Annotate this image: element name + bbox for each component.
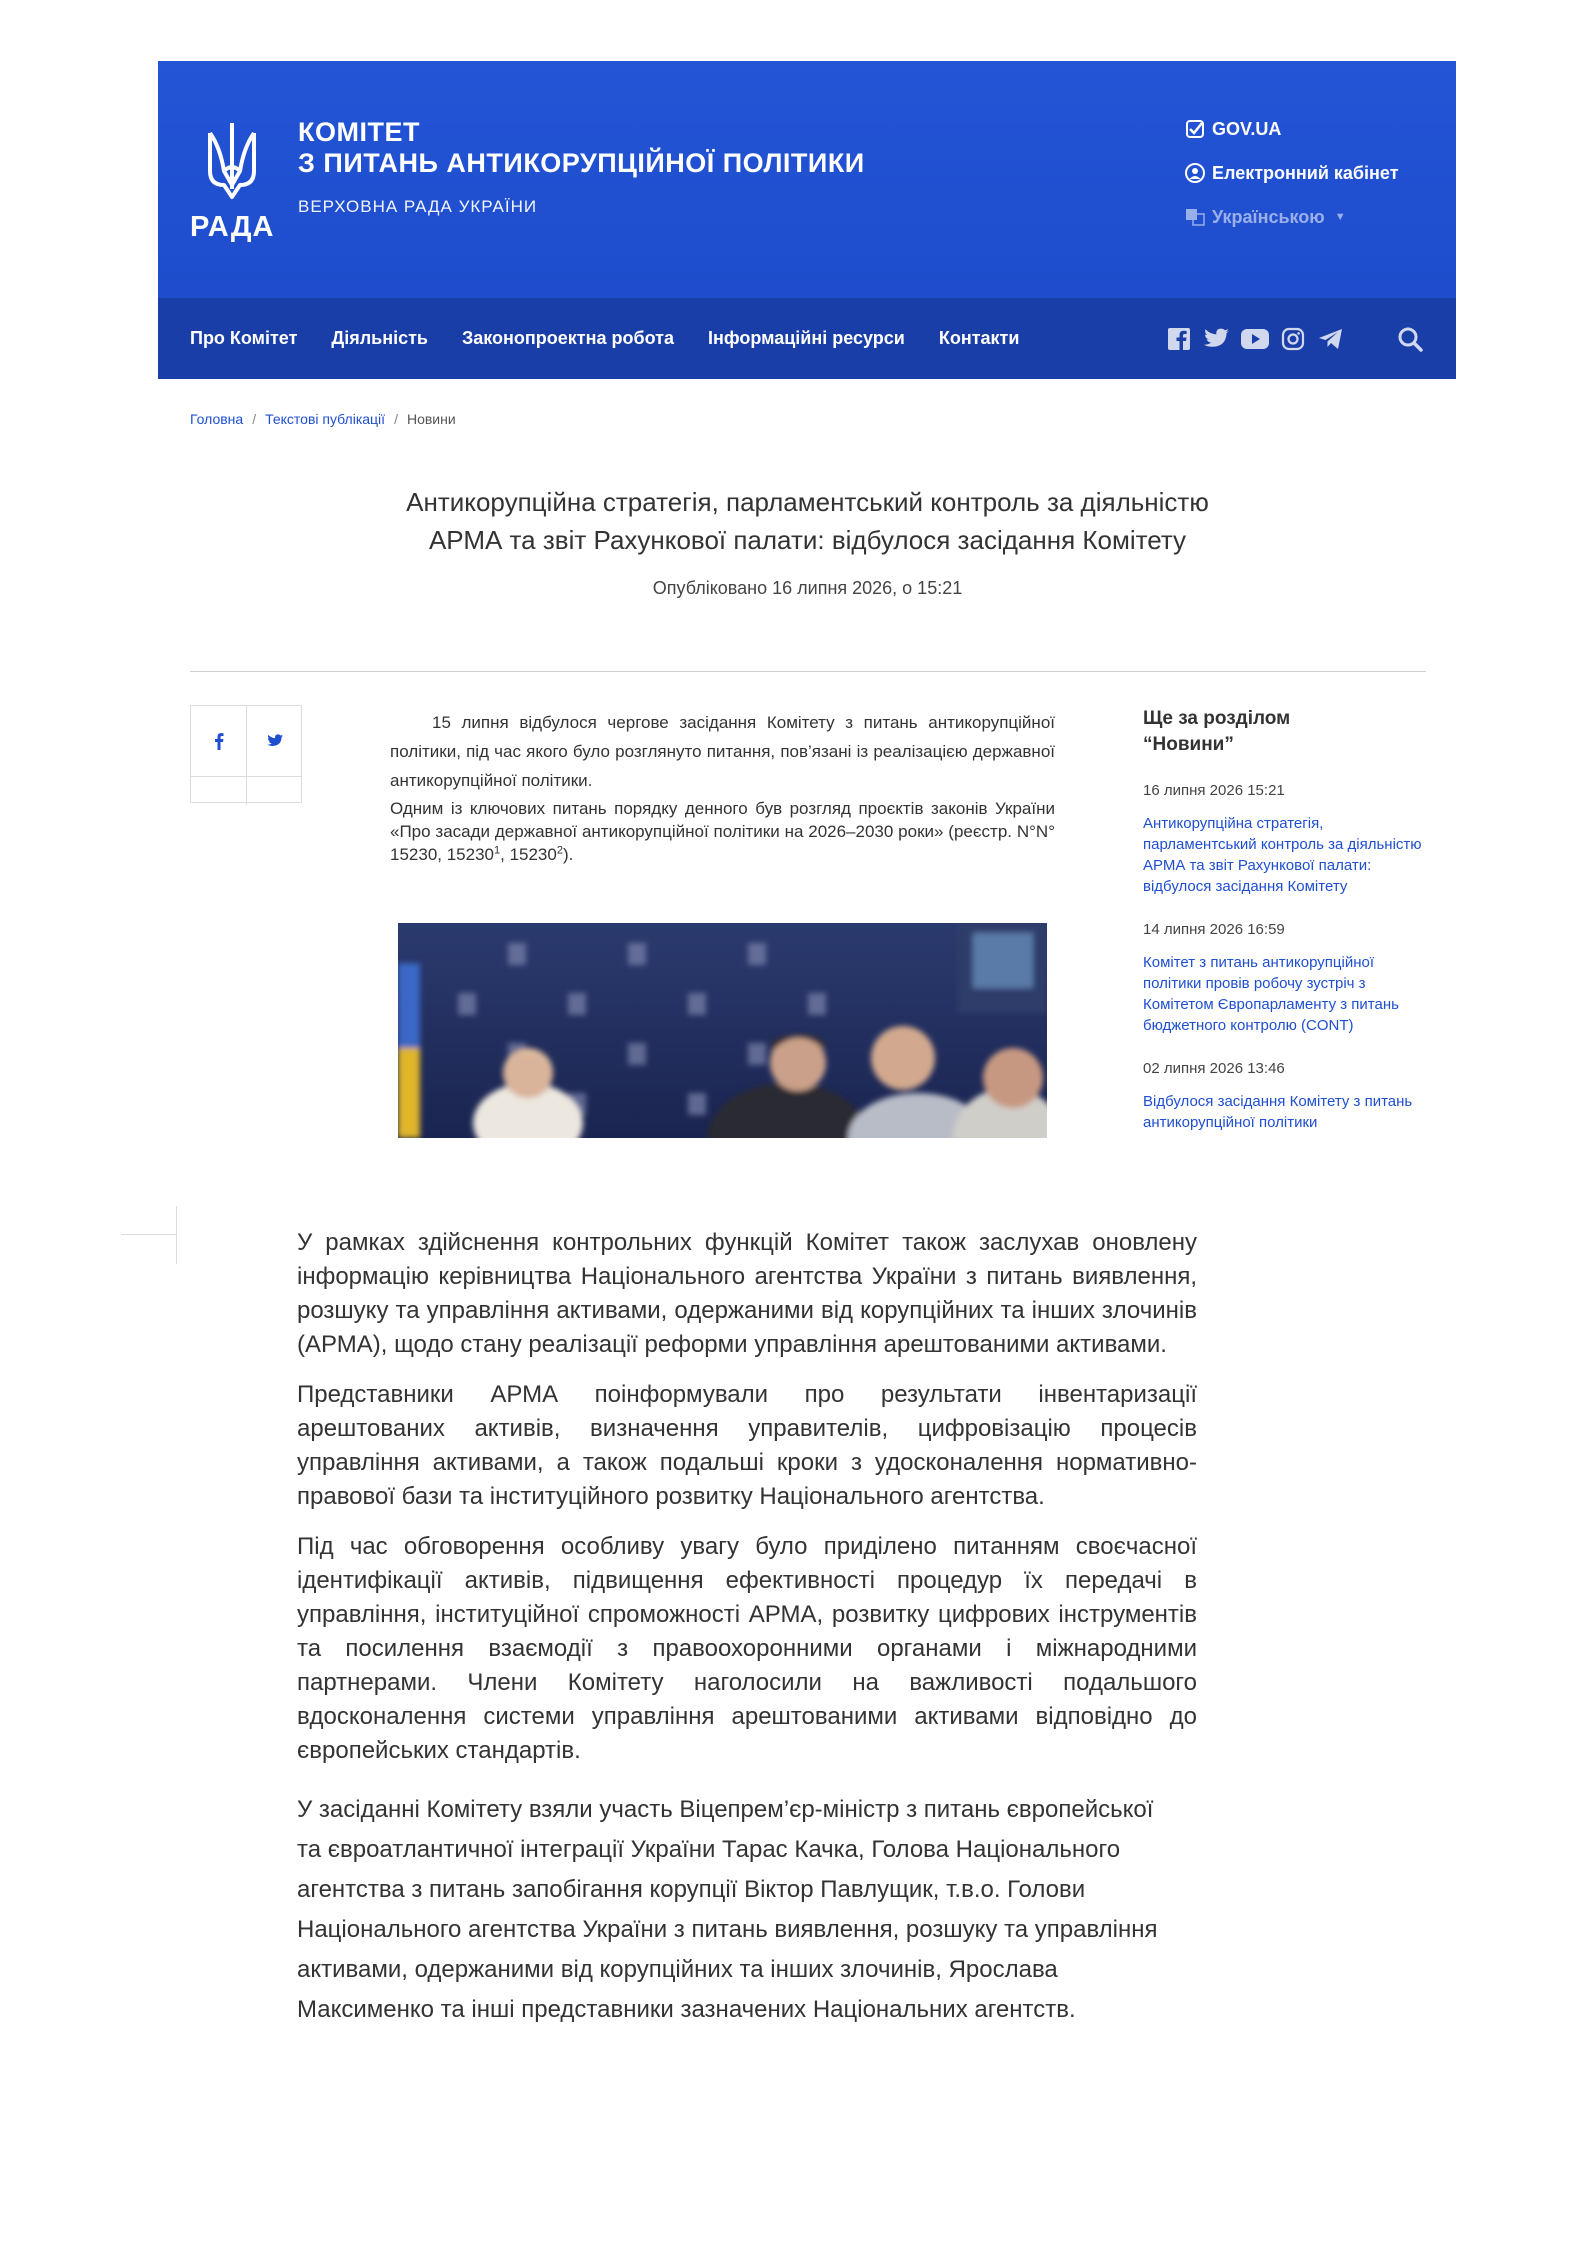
nav-item-contacts[interactable]: Контакти [938,328,1020,348]
youtube-icon[interactable] [1240,324,1270,354]
text-line: агентства з питань запобігання корупції Віктор Павлущик, т.в.о. Голови [297,1876,1086,1903]
article-body [297,1226,1197,2030]
article-photo [398,923,1047,1138]
gov-ua-label: GOV.UA [1212,118,1282,139]
logo-text: РАДА [190,211,275,243]
telegram-icon[interactable] [1316,324,1346,354]
user-icon [1184,162,1206,184]
header-top [158,61,1456,298]
utility-links [1184,117,1399,249]
sidebar-title-line: “Новини” [1143,734,1234,755]
breadcrumb [190,411,456,427]
cabinet-link[interactable] [1184,161,1399,185]
social-links [1156,298,1346,379]
article-paragraph: Представники АРМА поінформували про результати інвентаризації арештованих активів, визначення управителів, цифровізацію процесів управління активами, а також подальші кроки з удосконалення нормативно-правової бази та інституційного розвитку Національного агентства. [297,1381,1197,1510]
breadcrumb-separator: / [394,411,398,427]
title-line: АРМА та звіт Рахункової палати: відбулося засідання Комітету [428,525,1187,555]
sidebar-title [1143,706,1433,758]
share-facebook-button[interactable] [191,706,247,776]
chevron-down-icon: ▼ [1334,211,1346,223]
news-date: 02 липня 2026 13:46 [1143,1060,1285,1077]
language-label: Українською [1212,206,1325,227]
text-line: активами, одержаними від корупційних та інших злочинів, Ярослава [297,1956,1058,1983]
divider [190,671,1426,672]
nav-menu [190,298,1053,379]
news-link[interactable]: Відбулося засідання Комітету з питань антикорупційної політики [1143,1093,1413,1131]
text-line: Національного агентства України з питань виявлення, розшуку та управління [297,1916,1158,1943]
search-icon[interactable] [1394,323,1426,355]
gov-ua-link[interactable] [1184,117,1399,141]
committee-title[interactable] [298,117,865,217]
facebook-icon [214,732,224,750]
breadcrumb-home[interactable]: Головна [190,411,244,427]
page-title [300,483,1315,559]
article-paragraph: Одним із ключових питань порядку денного був розгляд проєктів законів України «Про засади державної антикорупційної політики на 2026–2030 роки» (реєстр. N°N° 15230, 15230$^1$, 15230$^2$). [390,799,1055,864]
translate-icon [1184,206,1206,228]
site-header [158,61,1456,379]
parliament-subtitle: ВЕРХОВНА РАДА УКРАЇНИ [298,197,538,216]
sidebar-news-item [1143,921,1433,1036]
title-line-2: З ПИТАНЬ АНТИКОРУПЦІЙНОЇ ПОЛІТИКИ [298,148,865,178]
share-box-fragment [121,1206,177,1264]
title-line: Антикорупційна стратегія, парламентський контроль за діяльністю [406,487,1209,517]
nav-item-legislation[interactable]: Законопроектна робота [462,328,674,348]
nav-item-activity[interactable]: Діяльність [331,328,428,348]
text-line: та євроатлантичної інтеграції України Тарас Качка, Голова Національного [297,1836,1121,1863]
nav-item-resources[interactable]: Інформаційні ресурси [707,328,905,348]
text-line: У засіданні Комітету взяли участь Віцепрем’єр-міністр з питань європейської [297,1796,1154,1823]
published-date: Опубліковано 16 липня 2026, о 15:21 [652,578,963,598]
news-date: 14 липня 2026 16:59 [1143,921,1285,938]
breadcrumb-text-publications[interactable]: Текстові публікації [265,411,386,427]
facebook-icon[interactable] [1164,324,1194,354]
title-line-1: КОМІТЕТ [298,117,420,147]
share-twitter-button[interactable] [247,706,303,776]
article-paragraph [297,1790,1197,2030]
rada-logo[interactable] [190,119,274,289]
main-nav [158,298,1456,379]
article-intro [390,708,1055,866]
nav-item-about[interactable]: Про Комітет [190,328,298,348]
article-paragraph: 15 липня відбулося чергове засідання Комітету з питань антикорупційної політики, під час якого було розглянуто питання, пов’язані із реалізацією державної антикорупційної політики. [390,713,1055,790]
check-icon [1184,118,1206,140]
text-line: Максименко та інші представники зазначених Національних агентств. [297,1996,1076,2023]
breadcrumb-separator: / [252,411,257,427]
news-link[interactable]: Антикорупційна стратегія, парламентський контроль за діяльністю АРМА та звіт Рахункової палати: відбулося засідання Комітету [1143,815,1422,895]
related-news-sidebar [1143,706,1433,1143]
breadcrumb-current: Новини [406,411,456,427]
sidebar-news-item [1143,782,1433,897]
news-link[interactable]: Комітет з питань антикорупційної політики провів робочу зустріч з Комітетом Європарламенту з питань бюджетного контролю (CONT) [1143,954,1399,1034]
news-date: 16 липня 2026 15:21 [1143,782,1285,799]
sidebar-title-line: Ще за розділом [1143,708,1291,729]
trident-icon [204,119,260,205]
article-paragraph: Під час обговорення особливу увагу було приділено питанням своєчасної ідентифікації активів, підвищення ефективності процедур їх передачі в управління, інституційної спроможності АРМА, розвитку цифрових інструментів та посилення взаємодії з правоохоронними органами і міжнародними партнерами. Члени Комітету наголосили на важливості подальшого вдосконалення системи управління арештованими активами відповідно до європейських стандартів. [297,1533,1197,1764]
cabinet-label: Електронний кабінет [1212,162,1399,183]
article-paragraph: У рамках здійснення контрольних функцій Комітет також заслухав оновлену інформацію керівництва Національного агентства України з питань виявлення, розшуку та управління активами, одержаними від корупційних та інших злочинів (АРМА), щодо стану реалізації реформи управління арештованими активами. [297,1229,1197,1358]
share-box [190,705,302,803]
twitter-icon[interactable] [1202,324,1232,354]
share-box-bottom [191,776,301,804]
instagram-icon[interactable] [1278,324,1308,354]
twitter-icon [267,734,284,748]
sidebar-news-item [1143,1060,1433,1133]
language-selector[interactable] [1184,205,1399,229]
